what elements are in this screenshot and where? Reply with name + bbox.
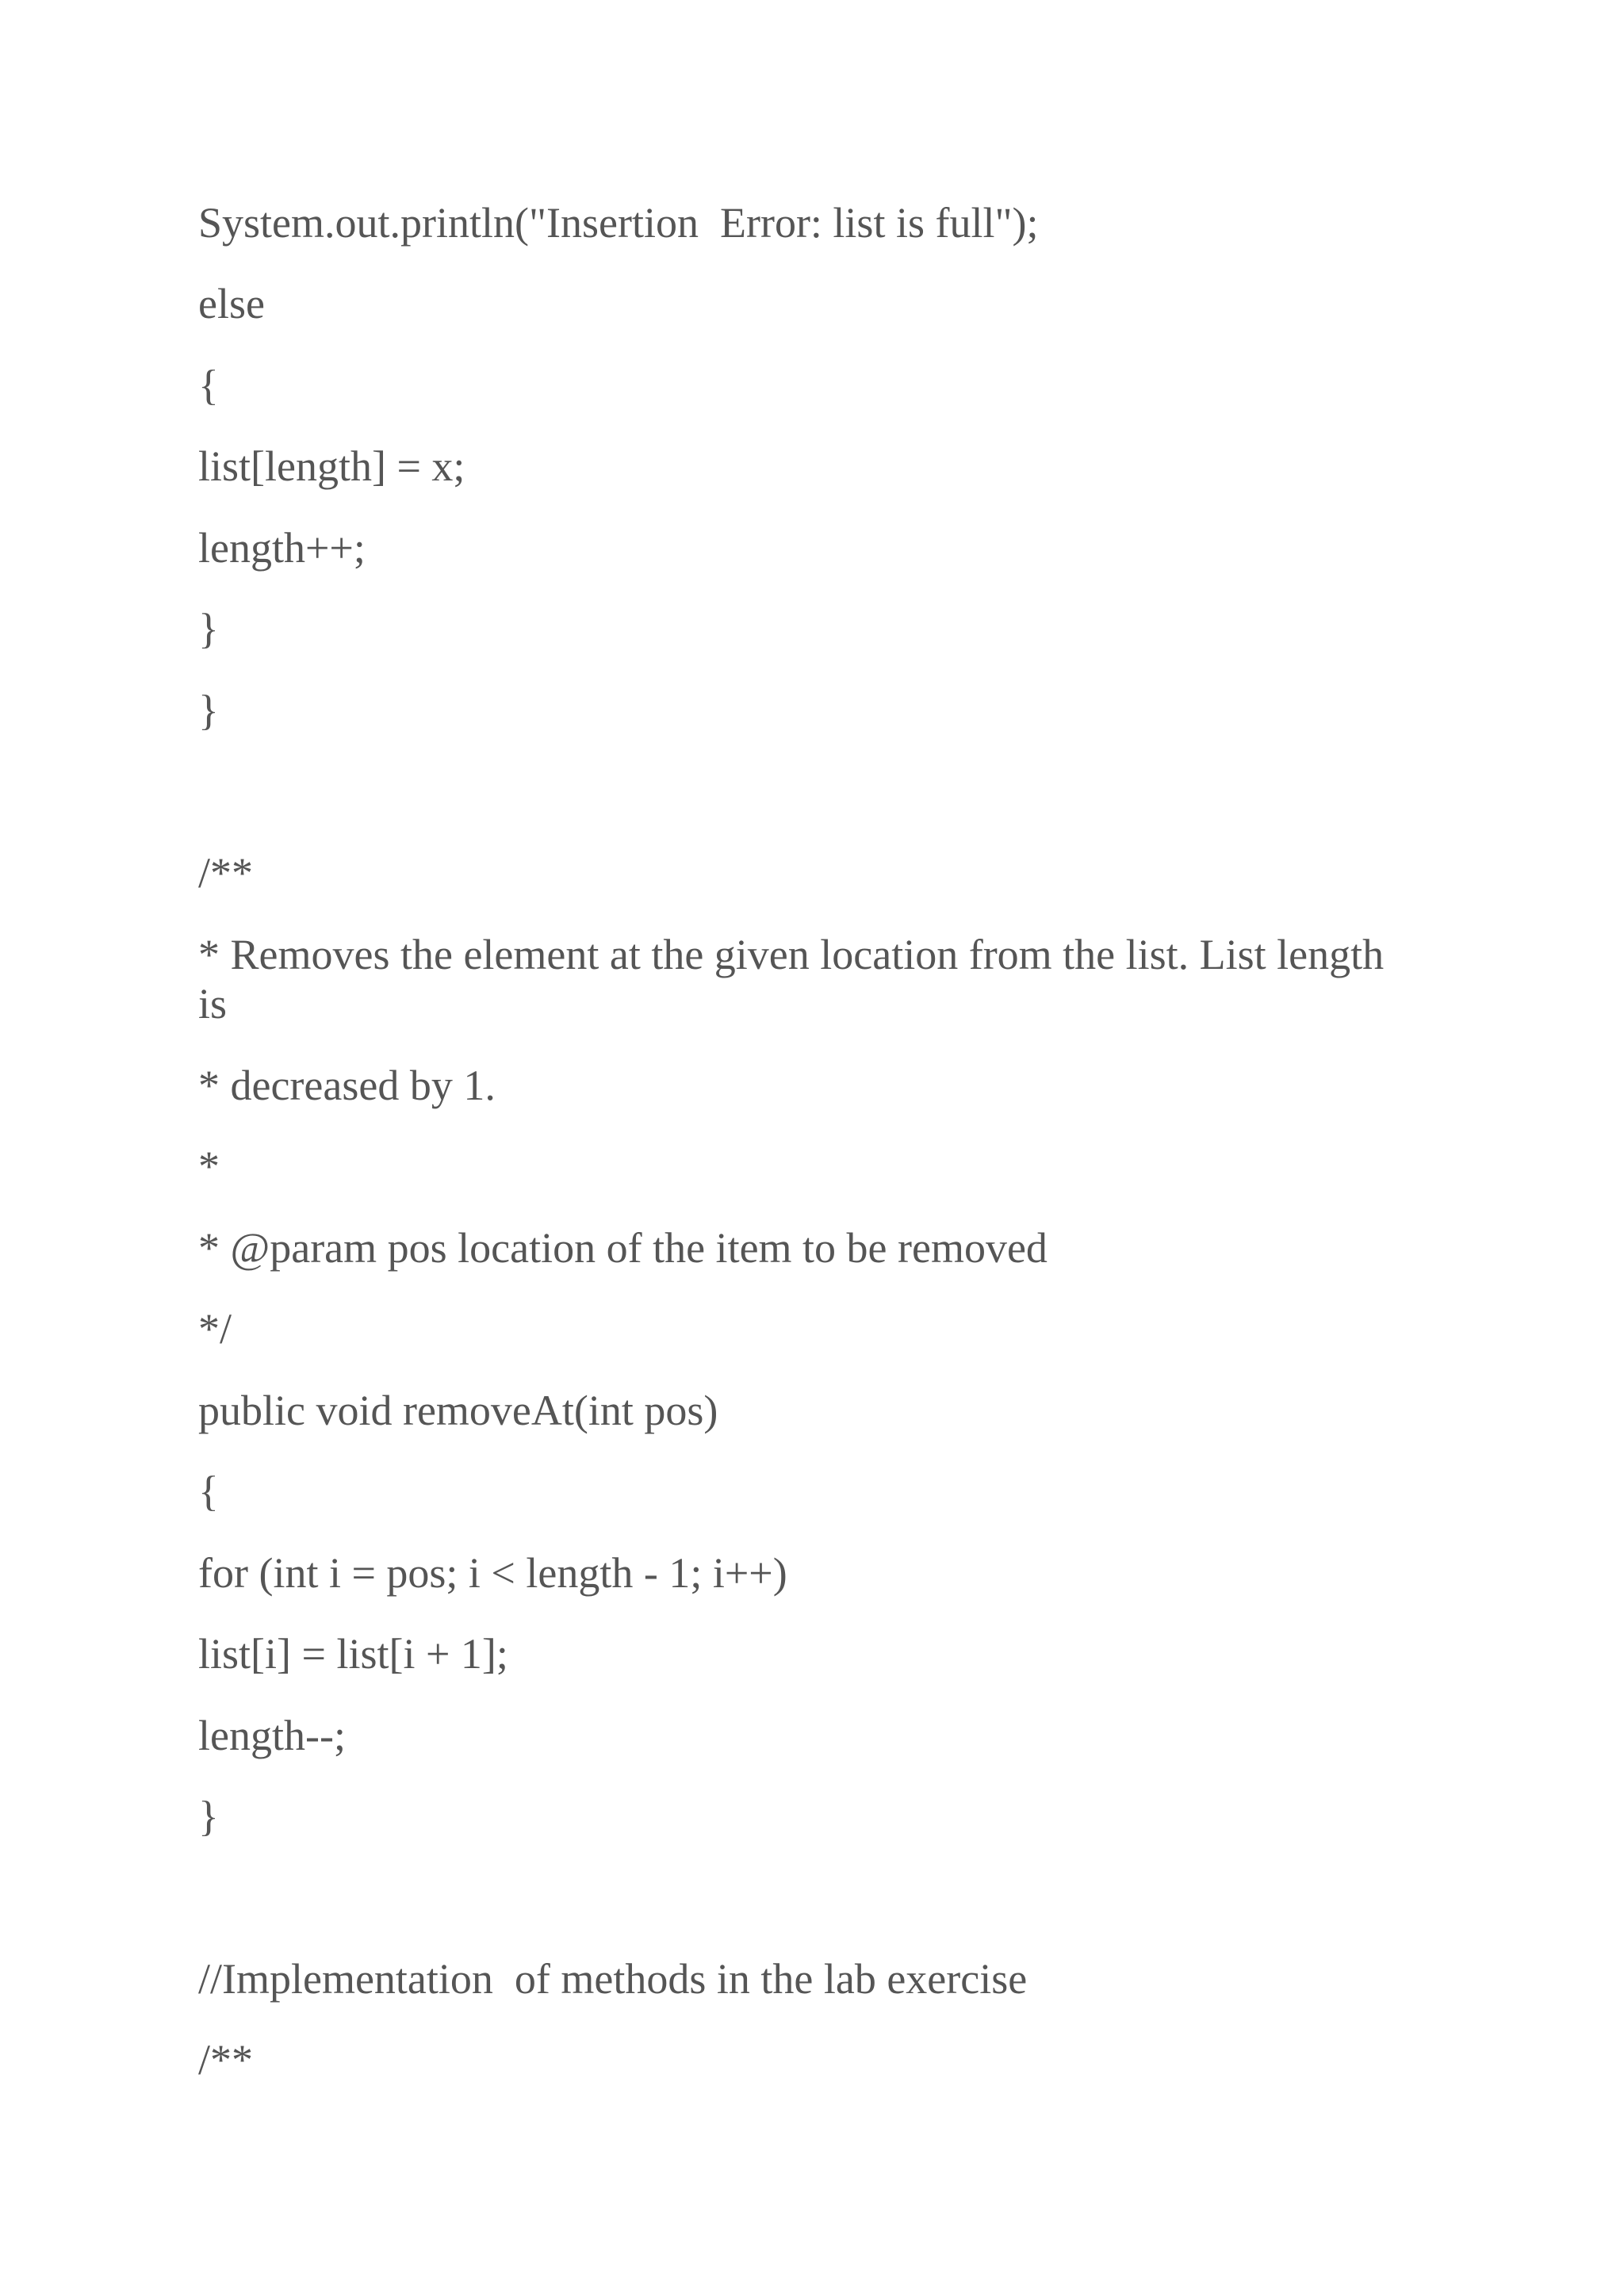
code-line: }	[198, 605, 219, 652]
code-line: list[length] = x;	[198, 442, 465, 490]
code-line: for (int i = pos; i < length - 1; i++)	[198, 1549, 787, 1597]
comment-line: * @param pos location of the item to be removed	[198, 1224, 1048, 1272]
comment-line: * Removes the element at the given location from the list. List length	[198, 931, 1385, 978]
code-line: length++;	[198, 524, 366, 572]
comment-line: *	[198, 1142, 220, 1190]
code-line: }	[198, 1793, 219, 1840]
comment-line: is	[198, 980, 228, 1027]
code-line: System.out.println("Insertion Error: list is full");	[198, 199, 1039, 247]
code-line: {	[198, 362, 219, 409]
comment-line: /**	[198, 849, 254, 897]
comment-line: //Implementation of methods in the lab exercise	[198, 1955, 1028, 2003]
code-line: {	[198, 1468, 219, 1515]
code-line: list[i] = list[i + 1];	[198, 1630, 508, 1678]
comment-line: */	[198, 1305, 232, 1353]
code-line: length--;	[198, 1712, 346, 1759]
code-line: else	[198, 280, 265, 327]
comment-line: /**	[198, 2036, 254, 2084]
comment-line: * decreased by 1.	[198, 1062, 496, 1109]
code-line: }	[198, 687, 219, 734]
method-signature: public void removeAt(int pos)	[198, 1387, 718, 1434]
